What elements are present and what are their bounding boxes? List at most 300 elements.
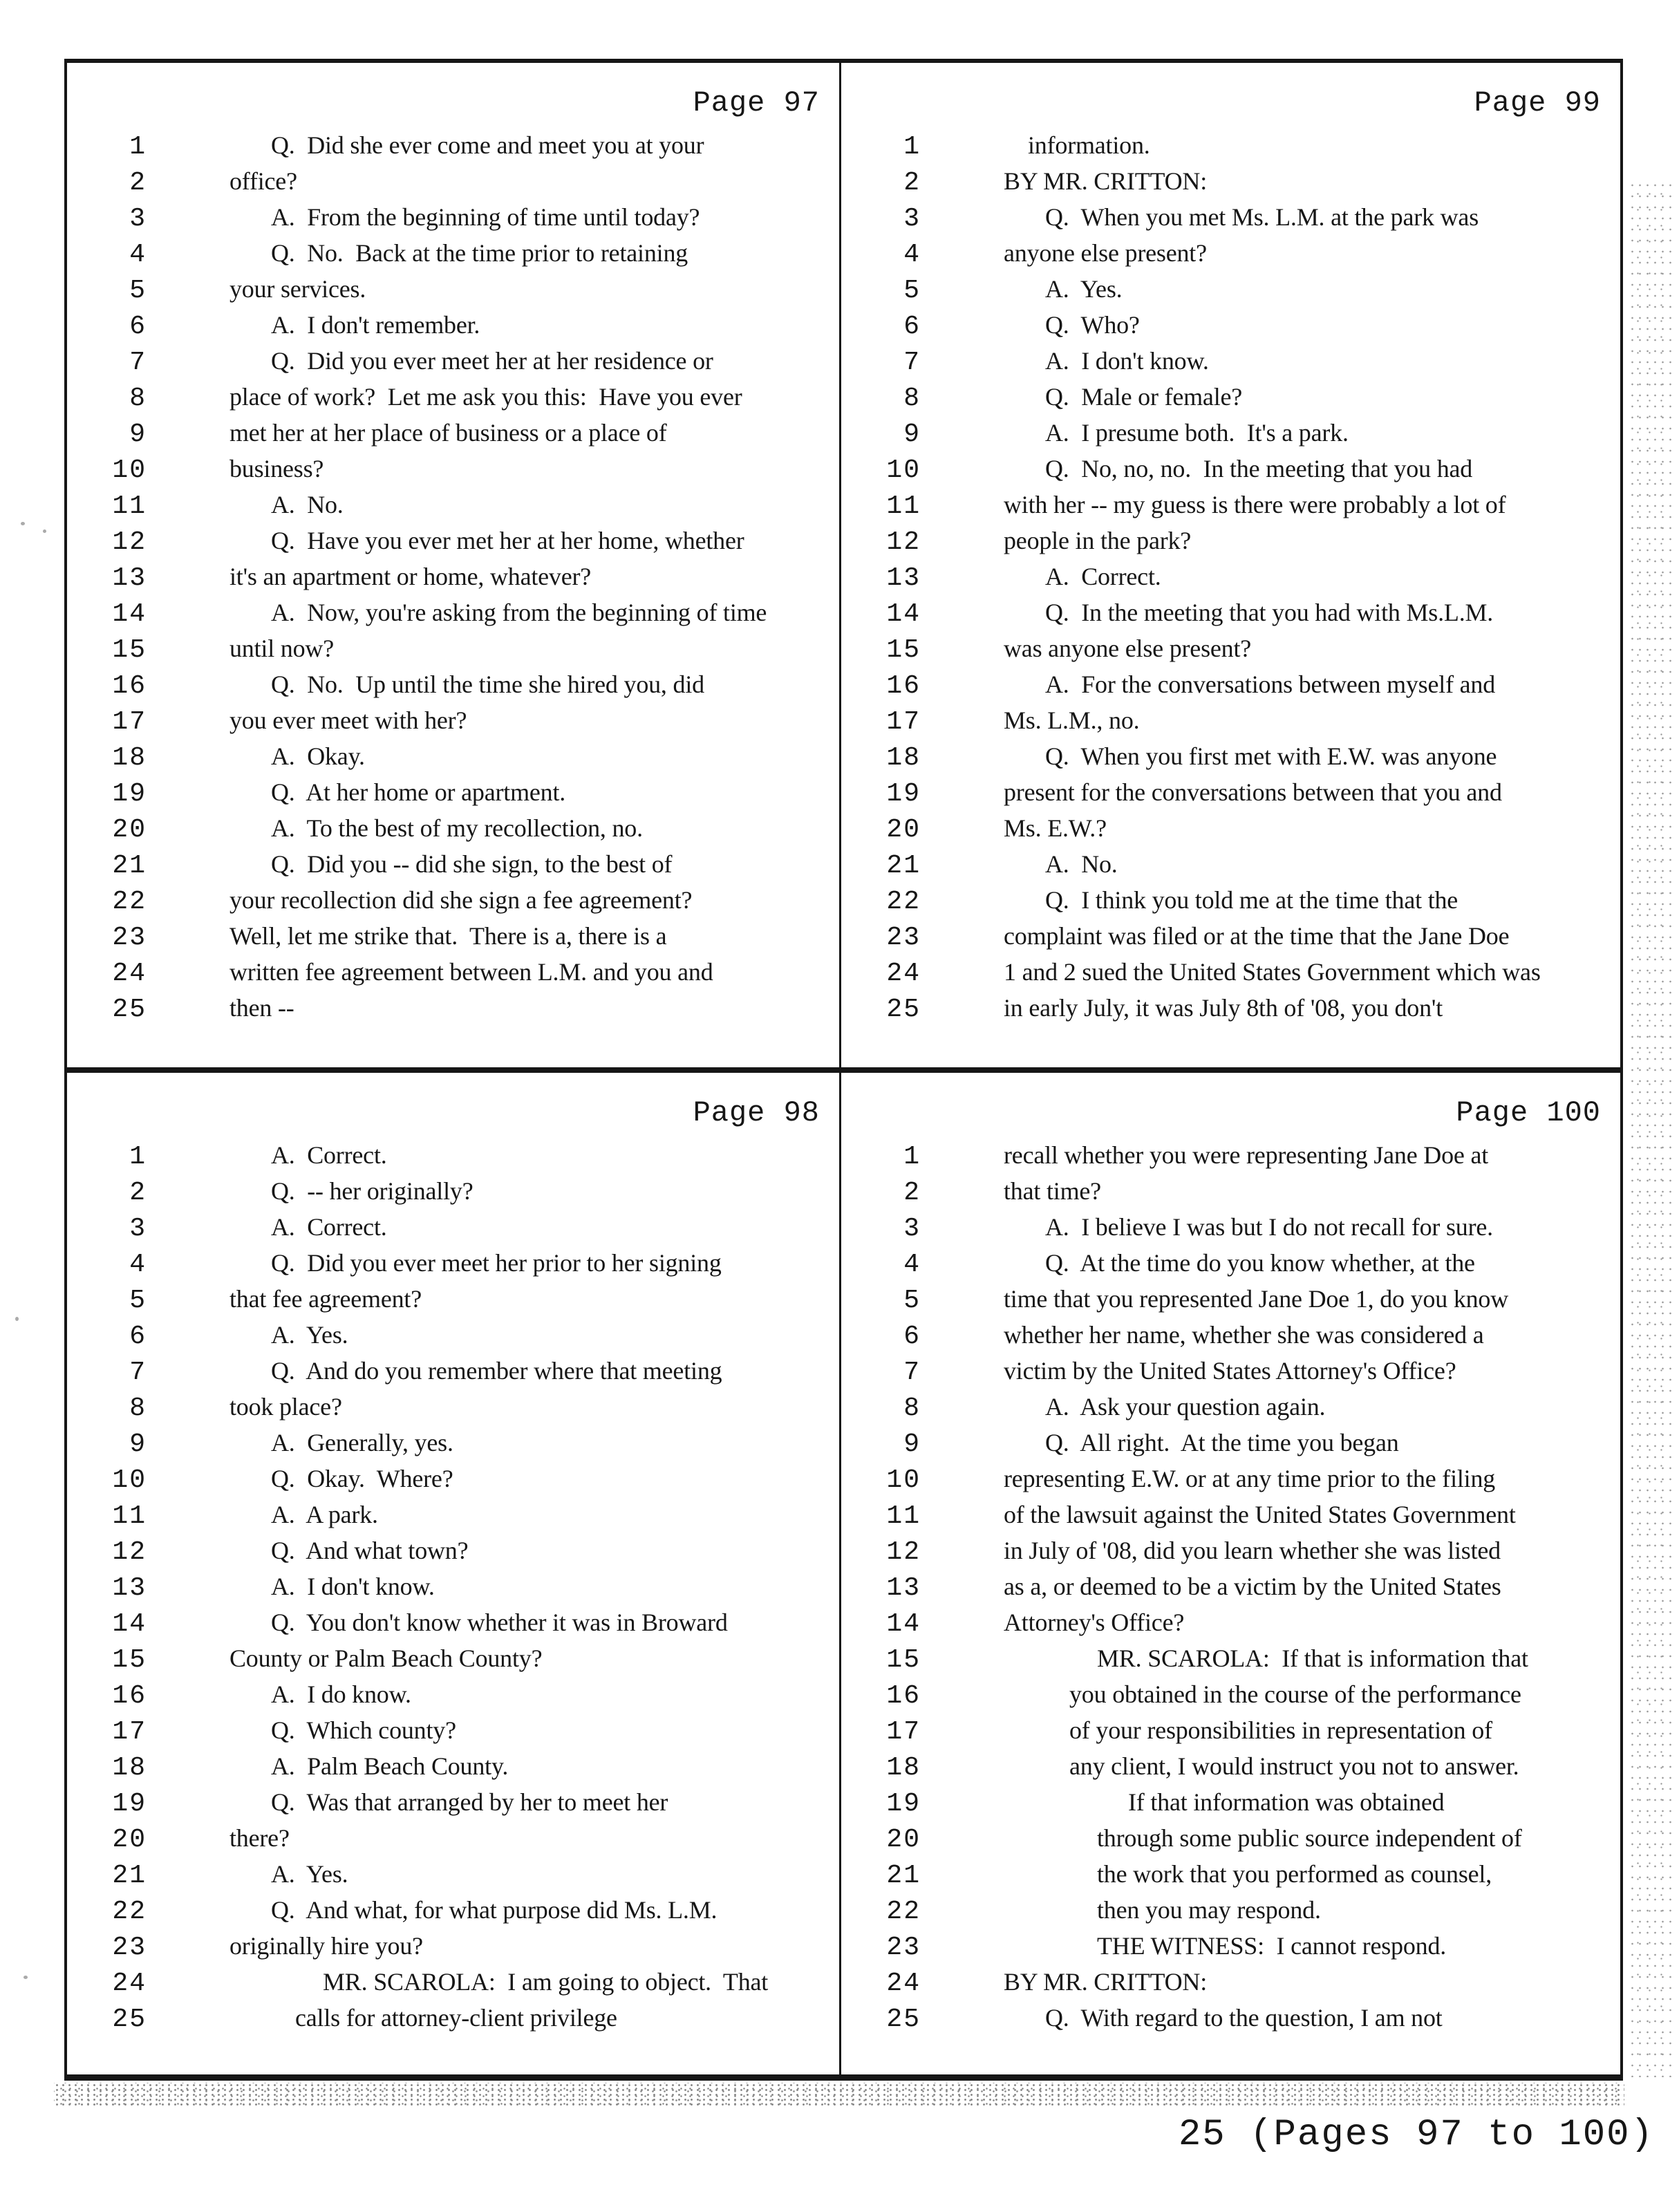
page-panel-99 bbox=[841, 63, 1620, 1073]
transcript-line bbox=[841, 274, 1616, 310]
line-number: 4 bbox=[903, 240, 921, 270]
transcript-line bbox=[841, 1859, 1616, 1895]
line-text: business? bbox=[229, 455, 324, 482]
line-text: it's an apartment or home, whatever? bbox=[229, 563, 592, 590]
line-number: 21 bbox=[112, 1861, 147, 1891]
line-number: 14 bbox=[886, 1609, 921, 1639]
line-number: 22 bbox=[886, 887, 921, 917]
transcript-line bbox=[67, 418, 835, 454]
line-number: 24 bbox=[886, 959, 921, 988]
line-number: 18 bbox=[886, 743, 921, 773]
transcript-line bbox=[841, 1572, 1616, 1608]
line-number: 10 bbox=[886, 1465, 921, 1495]
transcript-line bbox=[841, 670, 1616, 706]
transcript-line bbox=[67, 1500, 835, 1536]
line-text: A. No. bbox=[1045, 850, 1118, 878]
line-text: Q. Have you ever met her at her home, whether bbox=[271, 527, 744, 554]
line-text: A. Now, you're asking from the beginning of time bbox=[271, 599, 767, 626]
transcript-line bbox=[841, 310, 1616, 346]
line-text: your recollection did she sign a fee agreement? bbox=[229, 886, 693, 914]
line-text: Q. And what, for what purpose did Ms. L.M. bbox=[271, 1896, 717, 1924]
transcript-line bbox=[841, 1895, 1616, 1931]
line-number: 16 bbox=[112, 671, 147, 701]
line-number: 18 bbox=[112, 1753, 147, 1783]
line-text: Ms. E.W.? bbox=[1004, 814, 1107, 842]
line-number: 22 bbox=[112, 887, 147, 917]
transcript-line bbox=[67, 670, 835, 706]
line-text: Q. At her home or apartment. bbox=[271, 778, 566, 806]
page-panel-98 bbox=[67, 1073, 841, 2074]
line-text: present for the conversations between that you and bbox=[1004, 778, 1502, 806]
transcript-line bbox=[67, 1320, 835, 1356]
line-number: 2 bbox=[129, 1178, 147, 1208]
line-text: then you may respond. bbox=[1097, 1896, 1321, 1924]
line-text: A. I don't know. bbox=[1045, 347, 1209, 375]
line-number: 22 bbox=[112, 1897, 147, 1927]
line-text: BY MR. CRITTON: bbox=[1004, 167, 1208, 195]
line-text: A. Yes. bbox=[1045, 275, 1123, 303]
transcript-line bbox=[67, 1931, 835, 1967]
line-text: then -- bbox=[229, 994, 294, 1022]
line-number: 13 bbox=[112, 1573, 147, 1603]
transcript-line bbox=[841, 1284, 1616, 1320]
line-text: A. A park. bbox=[271, 1501, 378, 1528]
line-number: 15 bbox=[112, 635, 147, 665]
transcript-line bbox=[67, 131, 835, 167]
line-text: your services. bbox=[229, 275, 366, 303]
transcript-line bbox=[67, 2003, 835, 2039]
line-text: Q. Okay. Where? bbox=[271, 1465, 453, 1492]
transcript-line bbox=[67, 1284, 835, 1320]
transcript-line bbox=[67, 382, 835, 418]
transcript-line bbox=[841, 1608, 1616, 1644]
line-text: A. Yes. bbox=[271, 1321, 348, 1349]
line-text: in July of '08, did you learn whether she was listed bbox=[1004, 1537, 1501, 1564]
transcript-line bbox=[67, 598, 835, 634]
transcript-line bbox=[67, 885, 835, 921]
line-text: A. I presume both. It's a park. bbox=[1045, 419, 1349, 447]
line-text: A. To the best of my recollection, no. bbox=[271, 814, 643, 842]
transcript-line bbox=[841, 1464, 1616, 1500]
line-number: 14 bbox=[886, 599, 921, 629]
line-number: 16 bbox=[886, 1681, 921, 1711]
transcript-line bbox=[67, 490, 835, 526]
line-number: 21 bbox=[886, 1861, 921, 1891]
line-text: Q. Did you ever meet her at her residence or bbox=[271, 347, 713, 375]
line-number: 12 bbox=[112, 527, 147, 557]
transcript-line bbox=[841, 634, 1616, 670]
transcript-line bbox=[67, 634, 835, 670]
transcript-line bbox=[841, 598, 1616, 634]
line-text: A. Correct. bbox=[271, 1213, 387, 1241]
line-number: 3 bbox=[129, 204, 147, 234]
line-text: County or Palm Beach County? bbox=[229, 1644, 543, 1672]
line-text: with her -- my guess is there were probably a lot of bbox=[1004, 491, 1506, 518]
transcript-line bbox=[841, 1428, 1616, 1464]
line-number: 8 bbox=[903, 384, 921, 413]
transcript-line bbox=[67, 1967, 835, 2003]
line-number: 5 bbox=[903, 276, 921, 306]
transcript-line bbox=[67, 1572, 835, 1608]
line-text: MR. SCAROLA: I am going to object. That bbox=[323, 1968, 769, 1996]
transcript-line bbox=[67, 238, 835, 274]
line-number: 25 bbox=[886, 2005, 921, 2034]
line-number: 17 bbox=[886, 707, 921, 737]
transcript-line bbox=[841, 1141, 1616, 1177]
line-number: 6 bbox=[903, 312, 921, 341]
line-text: Ms. L.M., no. bbox=[1004, 706, 1140, 734]
line-text: Q. When you first met with E.W. was anyone bbox=[1045, 742, 1497, 770]
line-text: any client, I would instruct you not to answer. bbox=[1069, 1752, 1519, 1780]
line-number: 3 bbox=[903, 1214, 921, 1244]
line-number: 1 bbox=[129, 1142, 147, 1172]
line-number: 12 bbox=[112, 1537, 147, 1567]
transcript-line bbox=[841, 885, 1616, 921]
line-number: 22 bbox=[886, 1897, 921, 1927]
line-text: Q. No, no, no. In the meeting that you had bbox=[1045, 455, 1473, 482]
transcript-line bbox=[67, 1895, 835, 1931]
sheet-page-footer: 25 (Pages 97 to 100) bbox=[1178, 2114, 1654, 2156]
line-number: 13 bbox=[886, 563, 921, 593]
line-text: people in the park? bbox=[1004, 527, 1192, 554]
line-text: took place? bbox=[229, 1393, 342, 1421]
line-text: MR. SCAROLA: If that is information that bbox=[1097, 1644, 1528, 1672]
transcript-line bbox=[841, 1788, 1616, 1824]
transcript-line bbox=[67, 310, 835, 346]
line-number: 12 bbox=[886, 527, 921, 557]
transcript-line bbox=[67, 921, 835, 957]
transcript-line bbox=[67, 454, 835, 490]
line-number: 8 bbox=[129, 1394, 147, 1423]
line-number: 1 bbox=[129, 132, 147, 162]
line-number: 25 bbox=[112, 995, 147, 1024]
page-title: Page 100 bbox=[1456, 1096, 1601, 1130]
transcript-line bbox=[841, 1392, 1616, 1428]
transcript-line bbox=[841, 921, 1616, 957]
scan-speck bbox=[43, 529, 46, 533]
line-number: 2 bbox=[903, 1178, 921, 1208]
line-number: 23 bbox=[886, 1933, 921, 1962]
line-number: 10 bbox=[886, 456, 921, 485]
page-title: Page 98 bbox=[693, 1096, 820, 1130]
transcript-line bbox=[67, 274, 835, 310]
transcript-grid-border bbox=[64, 59, 1623, 2081]
line-number: 19 bbox=[886, 779, 921, 809]
line-number: 20 bbox=[112, 1825, 147, 1855]
transcript-line bbox=[841, 346, 1616, 382]
transcript-line bbox=[841, 1500, 1616, 1536]
line-text: the work that you performed as counsel, bbox=[1097, 1860, 1492, 1888]
transcript-line bbox=[841, 454, 1616, 490]
line-text: A. I believe I was but I do not recall for sure. bbox=[1045, 1213, 1493, 1241]
line-text: Q. Was that arranged by her to meet her bbox=[271, 1788, 668, 1816]
line-number: 16 bbox=[112, 1681, 147, 1711]
line-number: 5 bbox=[129, 1286, 147, 1315]
line-text: Attorney's Office? bbox=[1004, 1609, 1185, 1636]
line-number: 17 bbox=[112, 1717, 147, 1747]
line-text: originally hire you? bbox=[229, 1932, 423, 1960]
line-text: A. For the conversations between myself and bbox=[1045, 671, 1496, 698]
line-number: 25 bbox=[112, 2005, 147, 2034]
transcript-line bbox=[67, 1428, 835, 1464]
line-number: 20 bbox=[886, 815, 921, 845]
line-number: 25 bbox=[886, 995, 921, 1024]
line-text: recall whether you were representing Jane Doe at bbox=[1004, 1141, 1489, 1169]
line-text: Q. At the time do you know whether, at the bbox=[1045, 1249, 1475, 1277]
transcript-line bbox=[67, 1356, 835, 1392]
line-text: A. Palm Beach County. bbox=[271, 1752, 509, 1780]
line-number: 6 bbox=[129, 1322, 147, 1351]
transcript-line bbox=[67, 167, 835, 203]
line-number: 19 bbox=[112, 779, 147, 809]
line-number: 7 bbox=[129, 1358, 147, 1387]
scan-noise-bottom bbox=[54, 2083, 1624, 2106]
line-text: A. Correct. bbox=[271, 1141, 387, 1169]
line-number: 8 bbox=[903, 1394, 921, 1423]
transcript-line bbox=[841, 1752, 1616, 1788]
line-number: 1 bbox=[903, 132, 921, 162]
line-number: 23 bbox=[112, 1933, 147, 1962]
line-number: 19 bbox=[886, 1789, 921, 1819]
line-text: A. From the beginning of time until today? bbox=[271, 203, 700, 231]
line-text: anyone else present? bbox=[1004, 239, 1207, 267]
line-number: 16 bbox=[886, 671, 921, 701]
transcript-line bbox=[67, 1177, 835, 1212]
line-number: 20 bbox=[112, 815, 147, 845]
line-text: as a, or deemed to be a victim by the United States bbox=[1004, 1573, 1501, 1600]
transcript-line bbox=[841, 1356, 1616, 1392]
transcript-line bbox=[841, 562, 1616, 598]
line-text: Q. All right. At the time you began bbox=[1045, 1429, 1399, 1456]
transcript-line bbox=[67, 1680, 835, 1716]
line-number: 17 bbox=[112, 707, 147, 737]
transcript-line bbox=[841, 1967, 1616, 2003]
page-title: Page 99 bbox=[1474, 86, 1601, 120]
line-text: A. I do know. bbox=[271, 1680, 411, 1708]
line-number: 4 bbox=[903, 1250, 921, 1280]
transcript-line bbox=[841, 1248, 1616, 1284]
line-text: place of work? Let me ask you this: Have you ever bbox=[229, 383, 742, 411]
transcript-line bbox=[841, 1824, 1616, 1859]
line-number: 9 bbox=[903, 420, 921, 449]
line-text: until now? bbox=[229, 635, 334, 662]
line-number: 24 bbox=[112, 1969, 147, 1998]
line-text: A. Yes. bbox=[271, 1860, 348, 1888]
line-text: through some public source independent of bbox=[1097, 1824, 1522, 1852]
line-text: A. No. bbox=[271, 491, 344, 518]
line-number: 7 bbox=[903, 1358, 921, 1387]
transcript-line bbox=[841, 238, 1616, 274]
line-number: 23 bbox=[886, 923, 921, 953]
line-text: Q. No. Back at the time prior to retaining bbox=[271, 239, 688, 267]
line-number: 14 bbox=[112, 599, 147, 629]
page-title: Page 97 bbox=[693, 86, 820, 120]
line-text: A. I don't remember. bbox=[271, 311, 480, 339]
line-text: THE WITNESS: I cannot respond. bbox=[1097, 1932, 1447, 1960]
line-text: A. Ask your question again. bbox=[1045, 1393, 1326, 1421]
transcript-line bbox=[67, 346, 835, 382]
transcript-line bbox=[841, 1320, 1616, 1356]
transcript-line bbox=[67, 993, 835, 1029]
line-text: there? bbox=[229, 1824, 290, 1852]
line-text: written fee agreement between L.M. and you and bbox=[229, 958, 713, 986]
transcript-line bbox=[67, 1716, 835, 1752]
line-text: complaint was filed or at the time that the Jane Doe bbox=[1004, 922, 1510, 950]
transcript-line bbox=[67, 1824, 835, 1859]
line-number: 15 bbox=[112, 1645, 147, 1675]
scan-speck bbox=[24, 1976, 28, 1979]
transcript-line bbox=[67, 1788, 835, 1824]
line-text: Q. With regard to the question, I am not bbox=[1045, 2004, 1443, 2032]
line-number: 4 bbox=[129, 1250, 147, 1280]
line-number: 24 bbox=[886, 1969, 921, 1998]
line-number: 6 bbox=[129, 312, 147, 341]
transcript-line bbox=[67, 1536, 835, 1572]
transcript-line bbox=[841, 850, 1616, 885]
line-number: 7 bbox=[129, 348, 147, 377]
line-number: 3 bbox=[129, 1214, 147, 1244]
line-text: Q. Did you -- did she sign, to the best of bbox=[271, 850, 673, 878]
line-number: 15 bbox=[886, 1645, 921, 1675]
line-text: Q. Which county? bbox=[271, 1716, 456, 1744]
transcript-line bbox=[841, 203, 1616, 238]
transcript-line bbox=[841, 1716, 1616, 1752]
line-text: A. Correct. bbox=[1045, 563, 1161, 590]
line-text: BY MR. CRITTON: bbox=[1004, 1968, 1208, 1996]
line-text: If that information was obtained bbox=[1128, 1788, 1445, 1816]
line-number: 20 bbox=[886, 1825, 921, 1855]
transcript-line bbox=[841, 382, 1616, 418]
transcript-line bbox=[67, 814, 835, 850]
page-panel-97 bbox=[67, 63, 841, 1073]
line-number: 10 bbox=[112, 456, 147, 485]
line-number: 11 bbox=[112, 1501, 147, 1531]
transcript-line bbox=[841, 993, 1616, 1029]
transcript-line bbox=[67, 1644, 835, 1680]
transcript-line bbox=[67, 526, 835, 562]
line-text: in early July, it was July 8th of '08, you don't bbox=[1004, 994, 1443, 1022]
line-text: Q. And what town? bbox=[271, 1537, 469, 1564]
transcript-lines bbox=[67, 131, 835, 1029]
line-number: 2 bbox=[129, 168, 147, 198]
transcript-line bbox=[841, 1931, 1616, 1967]
line-text: Q. When you met Ms. L.M. at the park was bbox=[1045, 203, 1479, 231]
line-number: 14 bbox=[112, 1609, 147, 1639]
line-text: Q. No. Up until the time she hired you, did bbox=[271, 671, 704, 698]
line-number: 1 bbox=[903, 1142, 921, 1172]
line-text: representing E.W. or at any time prior to the filing bbox=[1004, 1465, 1496, 1492]
line-number: 11 bbox=[886, 491, 921, 521]
transcript-line bbox=[841, 1644, 1616, 1680]
transcript-line bbox=[67, 1212, 835, 1248]
transcript-line bbox=[67, 1248, 835, 1284]
line-number: 4 bbox=[129, 240, 147, 270]
line-text: was anyone else present? bbox=[1004, 635, 1252, 662]
line-text: that fee agreement? bbox=[229, 1285, 422, 1313]
line-number: 21 bbox=[112, 851, 147, 881]
line-number: 8 bbox=[129, 384, 147, 413]
transcript-line bbox=[841, 1212, 1616, 1248]
transcript-line bbox=[841, 706, 1616, 742]
transcript-lines bbox=[841, 131, 1616, 1029]
line-text: you ever meet with her? bbox=[229, 706, 467, 734]
line-number: 5 bbox=[129, 276, 147, 306]
line-text: office? bbox=[229, 167, 297, 195]
line-text: A. Generally, yes. bbox=[271, 1429, 453, 1456]
line-number: 15 bbox=[886, 635, 921, 665]
transcript-line bbox=[841, 957, 1616, 993]
scan-speck bbox=[15, 1317, 19, 1321]
line-text: met her at her place of business or a place of bbox=[229, 419, 667, 447]
line-number: 13 bbox=[112, 563, 147, 593]
line-number: 9 bbox=[903, 1430, 921, 1459]
transcript-line bbox=[67, 778, 835, 814]
line-text: Q. Did you ever meet her prior to her signing bbox=[271, 1249, 722, 1277]
transcript-line bbox=[841, 1536, 1616, 1572]
transcript-line bbox=[841, 418, 1616, 454]
line-number: 7 bbox=[903, 348, 921, 377]
line-text: whether her name, whether she was considered a bbox=[1004, 1321, 1484, 1349]
line-number: 17 bbox=[886, 1717, 921, 1747]
line-number: 2 bbox=[903, 168, 921, 198]
line-number: 9 bbox=[129, 420, 147, 449]
transcript-line bbox=[67, 957, 835, 993]
line-text: time that you represented Jane Doe 1, do you know bbox=[1004, 1285, 1509, 1313]
transcript-line bbox=[67, 203, 835, 238]
transcript-line bbox=[67, 1464, 835, 1500]
scan-speck bbox=[21, 522, 25, 525]
line-text: A. Okay. bbox=[271, 742, 365, 770]
transcript-line bbox=[841, 1680, 1616, 1716]
line-number: 3 bbox=[903, 204, 921, 234]
transcript-line bbox=[67, 1141, 835, 1177]
line-number: 10 bbox=[112, 1465, 147, 1495]
transcript-line bbox=[67, 1752, 835, 1788]
line-text: of your responsibilities in representation of bbox=[1069, 1716, 1492, 1744]
line-number: 6 bbox=[903, 1322, 921, 1351]
transcript-line bbox=[67, 562, 835, 598]
line-text: Q. In the meeting that you had with Ms.L.M. bbox=[1045, 599, 1494, 626]
transcript-line bbox=[841, 778, 1616, 814]
transcript-line bbox=[67, 1392, 835, 1428]
line-text: Q. I think you told me at the time that the bbox=[1045, 886, 1458, 914]
transcript-line bbox=[841, 526, 1616, 562]
transcript-line bbox=[841, 167, 1616, 203]
transcript-line bbox=[841, 2003, 1616, 2039]
line-number: 18 bbox=[112, 743, 147, 773]
transcript-line bbox=[841, 1177, 1616, 1212]
transcript-line bbox=[67, 1859, 835, 1895]
line-text: victim by the United States Attorney's Office? bbox=[1004, 1357, 1456, 1385]
transcript-lines bbox=[67, 1141, 835, 2039]
transcript-lines bbox=[841, 1141, 1616, 2039]
transcript-line bbox=[841, 490, 1616, 526]
line-text: that time? bbox=[1004, 1177, 1101, 1205]
line-text: Well, let me strike that. There is a, there is a bbox=[229, 922, 667, 950]
transcript-line bbox=[67, 1608, 835, 1644]
line-number: 19 bbox=[112, 1789, 147, 1819]
line-text: Q. Who? bbox=[1045, 311, 1140, 339]
line-number: 18 bbox=[886, 1753, 921, 1783]
line-number: 24 bbox=[112, 959, 147, 988]
line-number: 5 bbox=[903, 1286, 921, 1315]
transcript-line bbox=[841, 742, 1616, 778]
transcript-line bbox=[67, 742, 835, 778]
line-text: A. I don't know. bbox=[271, 1573, 435, 1600]
line-number: 23 bbox=[112, 923, 147, 953]
line-number: 13 bbox=[886, 1573, 921, 1603]
line-number: 21 bbox=[886, 851, 921, 881]
